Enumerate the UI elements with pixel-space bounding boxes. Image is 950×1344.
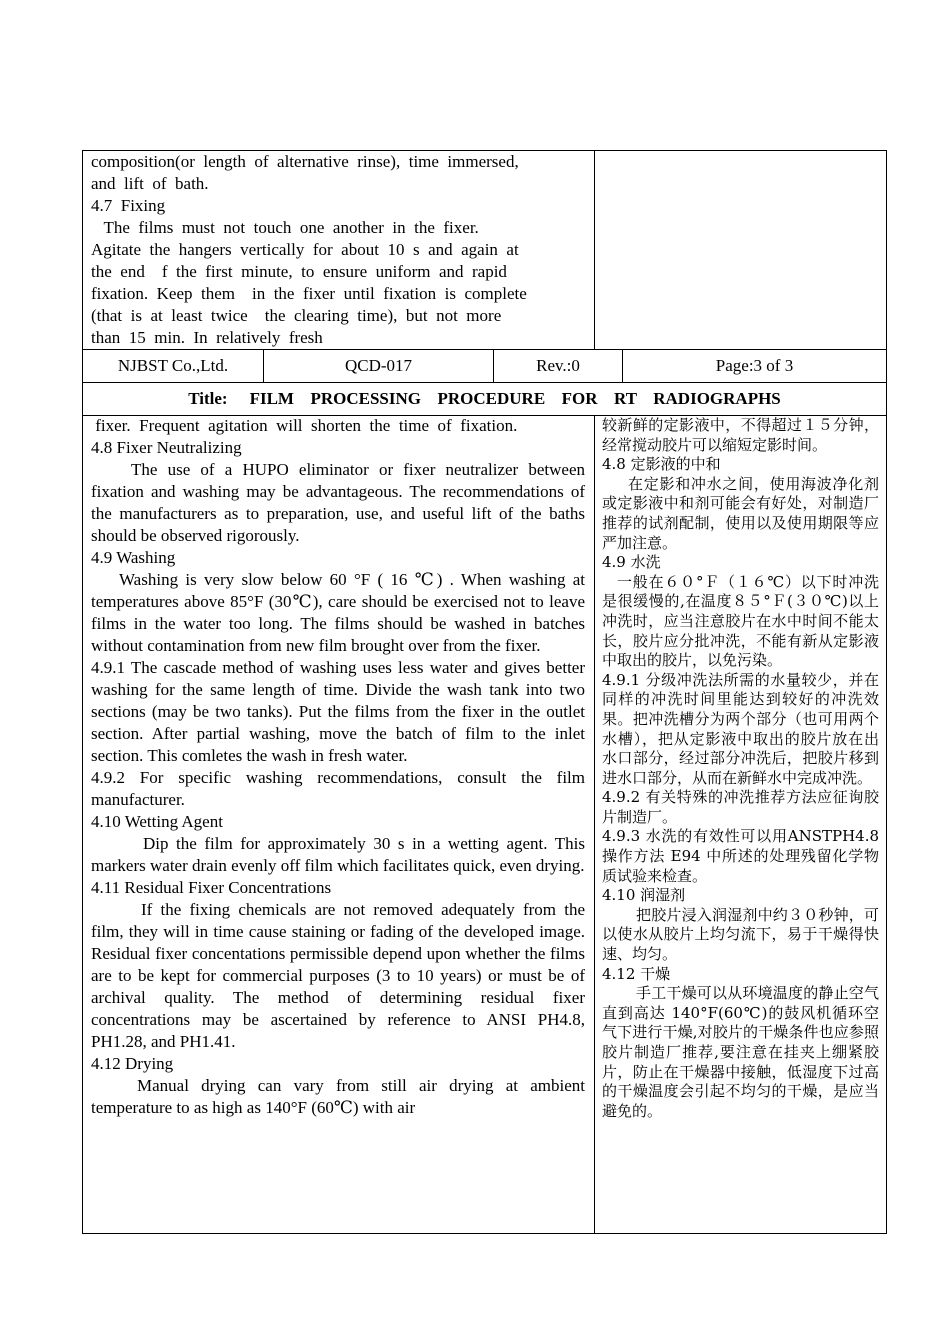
- paragraph: fixer. Frequent agitation will shorten the time of fixation.: [91, 416, 518, 435]
- title-label: Title:: [188, 389, 228, 408]
- section-heading-4-8: 4.8 Fixer Neutralizing: [91, 438, 242, 457]
- paragraph: 较新鲜的定影液中，不得超过１５分钟，经常搅动胶片可以缩短定影时间。: [602, 416, 879, 454]
- top-line: fixation. Keep them in the fixer until fixation is complete: [91, 284, 527, 303]
- paragraph: The use of a HUPO eliminator or fixer neutralizer between fixation and washing may be advantageous. The recommendations of the manufacturers as to preparation, use, and useful lift of the baths should be observed rigorously.: [91, 460, 585, 545]
- section-heading-4-9: 4.9 水洗: [602, 553, 661, 572]
- body-section-divider: [594, 415, 595, 1234]
- document-title: [83, 383, 886, 415]
- top-line: the end f the first minute, to ensure uniform and rapid: [91, 262, 507, 281]
- paragraph: 4.9.1 分级冲洗法所需的水量较少，并在同样的冲洗时间里能达到较好的冲洗效果。把冲洗槽分为两个部分（也可用两个水槽），把从定影液中取出的胶片放在出水口部分，经过部分冲洗后，把胶片移到进水口部分，从而在新鲜水中完成冲洗。: [602, 670, 879, 787]
- top-line: and lift of bath.: [91, 174, 209, 193]
- top-line: composition(or length of alternative rinse), time immersed,: [91, 152, 519, 171]
- page-number: Page:3 of 3: [715, 356, 794, 375]
- paragraph: Washing is very slow below 60 °F ( 16 ℃) . When washing at temperatures above 85°F (30℃), care should be exercised not to leave films in the water too long. The films should be washed in batches without contamination from new film brought over from the fixer.: [91, 570, 585, 655]
- top-line: than 15 min. In relatively fresh: [91, 328, 323, 347]
- company-name: NJBST Co.,Ltd.: [117, 356, 229, 375]
- paragraph: Dip the film for approximately 30 s in a wetting agent. This markers water drain evenly off film which facilitates quick, even drying.: [91, 834, 585, 875]
- section-heading-4-12: 4.12 干燥: [602, 964, 671, 983]
- chinese-column: [602, 416, 879, 1121]
- paragraph: 4.9.3 水洗的有效性可以用ANSTPH4.8 操作方法 E94 中所述的处理残留化学物质试验来检查。: [602, 827, 879, 885]
- paragraph: If the fixing chemicals are not removed adequately from the film, they will in time cause staining or fading of the developed image. Residual fixer concentations permissible depend upon whether the films are to be kept for commercial purposes (3 to 10 years) or must be of archival quality. The method of determining residual fixer concentrations may be ascertained by reference to ANSI PH4.8, PH1.28, and PH1.41.: [91, 900, 585, 1051]
- section-heading-4-8: 4.8 定影液的中和: [602, 455, 721, 474]
- english-column: [91, 415, 585, 1119]
- top-line: (that is at least twice the clearing time), but not more: [91, 306, 502, 325]
- top-section-divider: [594, 150, 595, 350]
- top-english-text: [91, 151, 585, 349]
- paragraph: Manual drying can vary from still air drying at ambient temperature to as high as 140°F (60℃) with air: [91, 1076, 585, 1117]
- section-heading-4-12: 4.12 Drying: [91, 1054, 174, 1073]
- paragraph: 在定影和冲水之间，使用海波净化剂或定影液中和剂可能会有好处，对制造厂推荐的试剂配制，使用以及使用期限等应严加注意。: [602, 474, 879, 552]
- section-heading-4-9: 4.9 Washing: [91, 548, 176, 567]
- top-line: The films must not touch one another in the fixer.: [91, 218, 479, 237]
- paragraph: 4.9.2 有关特殊的冲洗推荐方法应征询胶片制造厂。: [602, 788, 879, 826]
- paragraph: 一般在６０°Ｆ（１６℃）以下时冲洗是很缓慢的,在温度８５°Ｆ(３０℃)以上冲洗时，应当注意胶片在水中时间不能太长，胶片应分批冲洗，不能有新从定影液中取出的胶片，以免污染。: [602, 572, 879, 670]
- title-text: FILM PROCESSING PROCEDURE FOR RT RADIOGRAPHS: [249, 389, 781, 408]
- section-heading-4-10: 4.10 润湿剂: [602, 886, 686, 905]
- section-heading-4-10: 4.10 Wetting Agent: [91, 812, 223, 831]
- top-line: Agitate the hangers vertically for about 10 s and again at: [91, 240, 519, 259]
- paragraph: 4.9.2 For specific washing recommendations, consult the film manufacturer.: [91, 768, 585, 809]
- paragraph: 把胶片浸入润湿剂中约３０秒钟，可以使水从胶片上均匀流下，易于干燥得快速、均匀。: [602, 905, 879, 964]
- document-code: QCD-017: [344, 356, 413, 375]
- revision-number: Rev.:0: [536, 356, 580, 375]
- paragraph: 4.9.1 The cascade method of washing uses less water and gives better washing for the same length of time. Divide the wash tank into two sections (may be two tanks). Put the films from the fixer in the outlet section. After partial washing, move the batch of film to the inlet section. This comletes the wash in fresh water.: [91, 658, 585, 765]
- section-heading-4-7: 4.7 Fixing: [91, 196, 166, 215]
- section-heading-4-11: 4.11 Residual Fixer Concentrations: [91, 878, 332, 897]
- paragraph: 手工干燥可以从环境温度的静止空气直到高达 140°F(60℃)的鼓风机循环空气下进行干燥,对胶片的干燥条件也应参照胶片制造厂推荐,要注意在挂夹上绷紧胶片，防止在干燥器中接触，低湿度下过高的干燥温度会引起不均匀的干燥，是应当避免的。: [602, 984, 879, 1120]
